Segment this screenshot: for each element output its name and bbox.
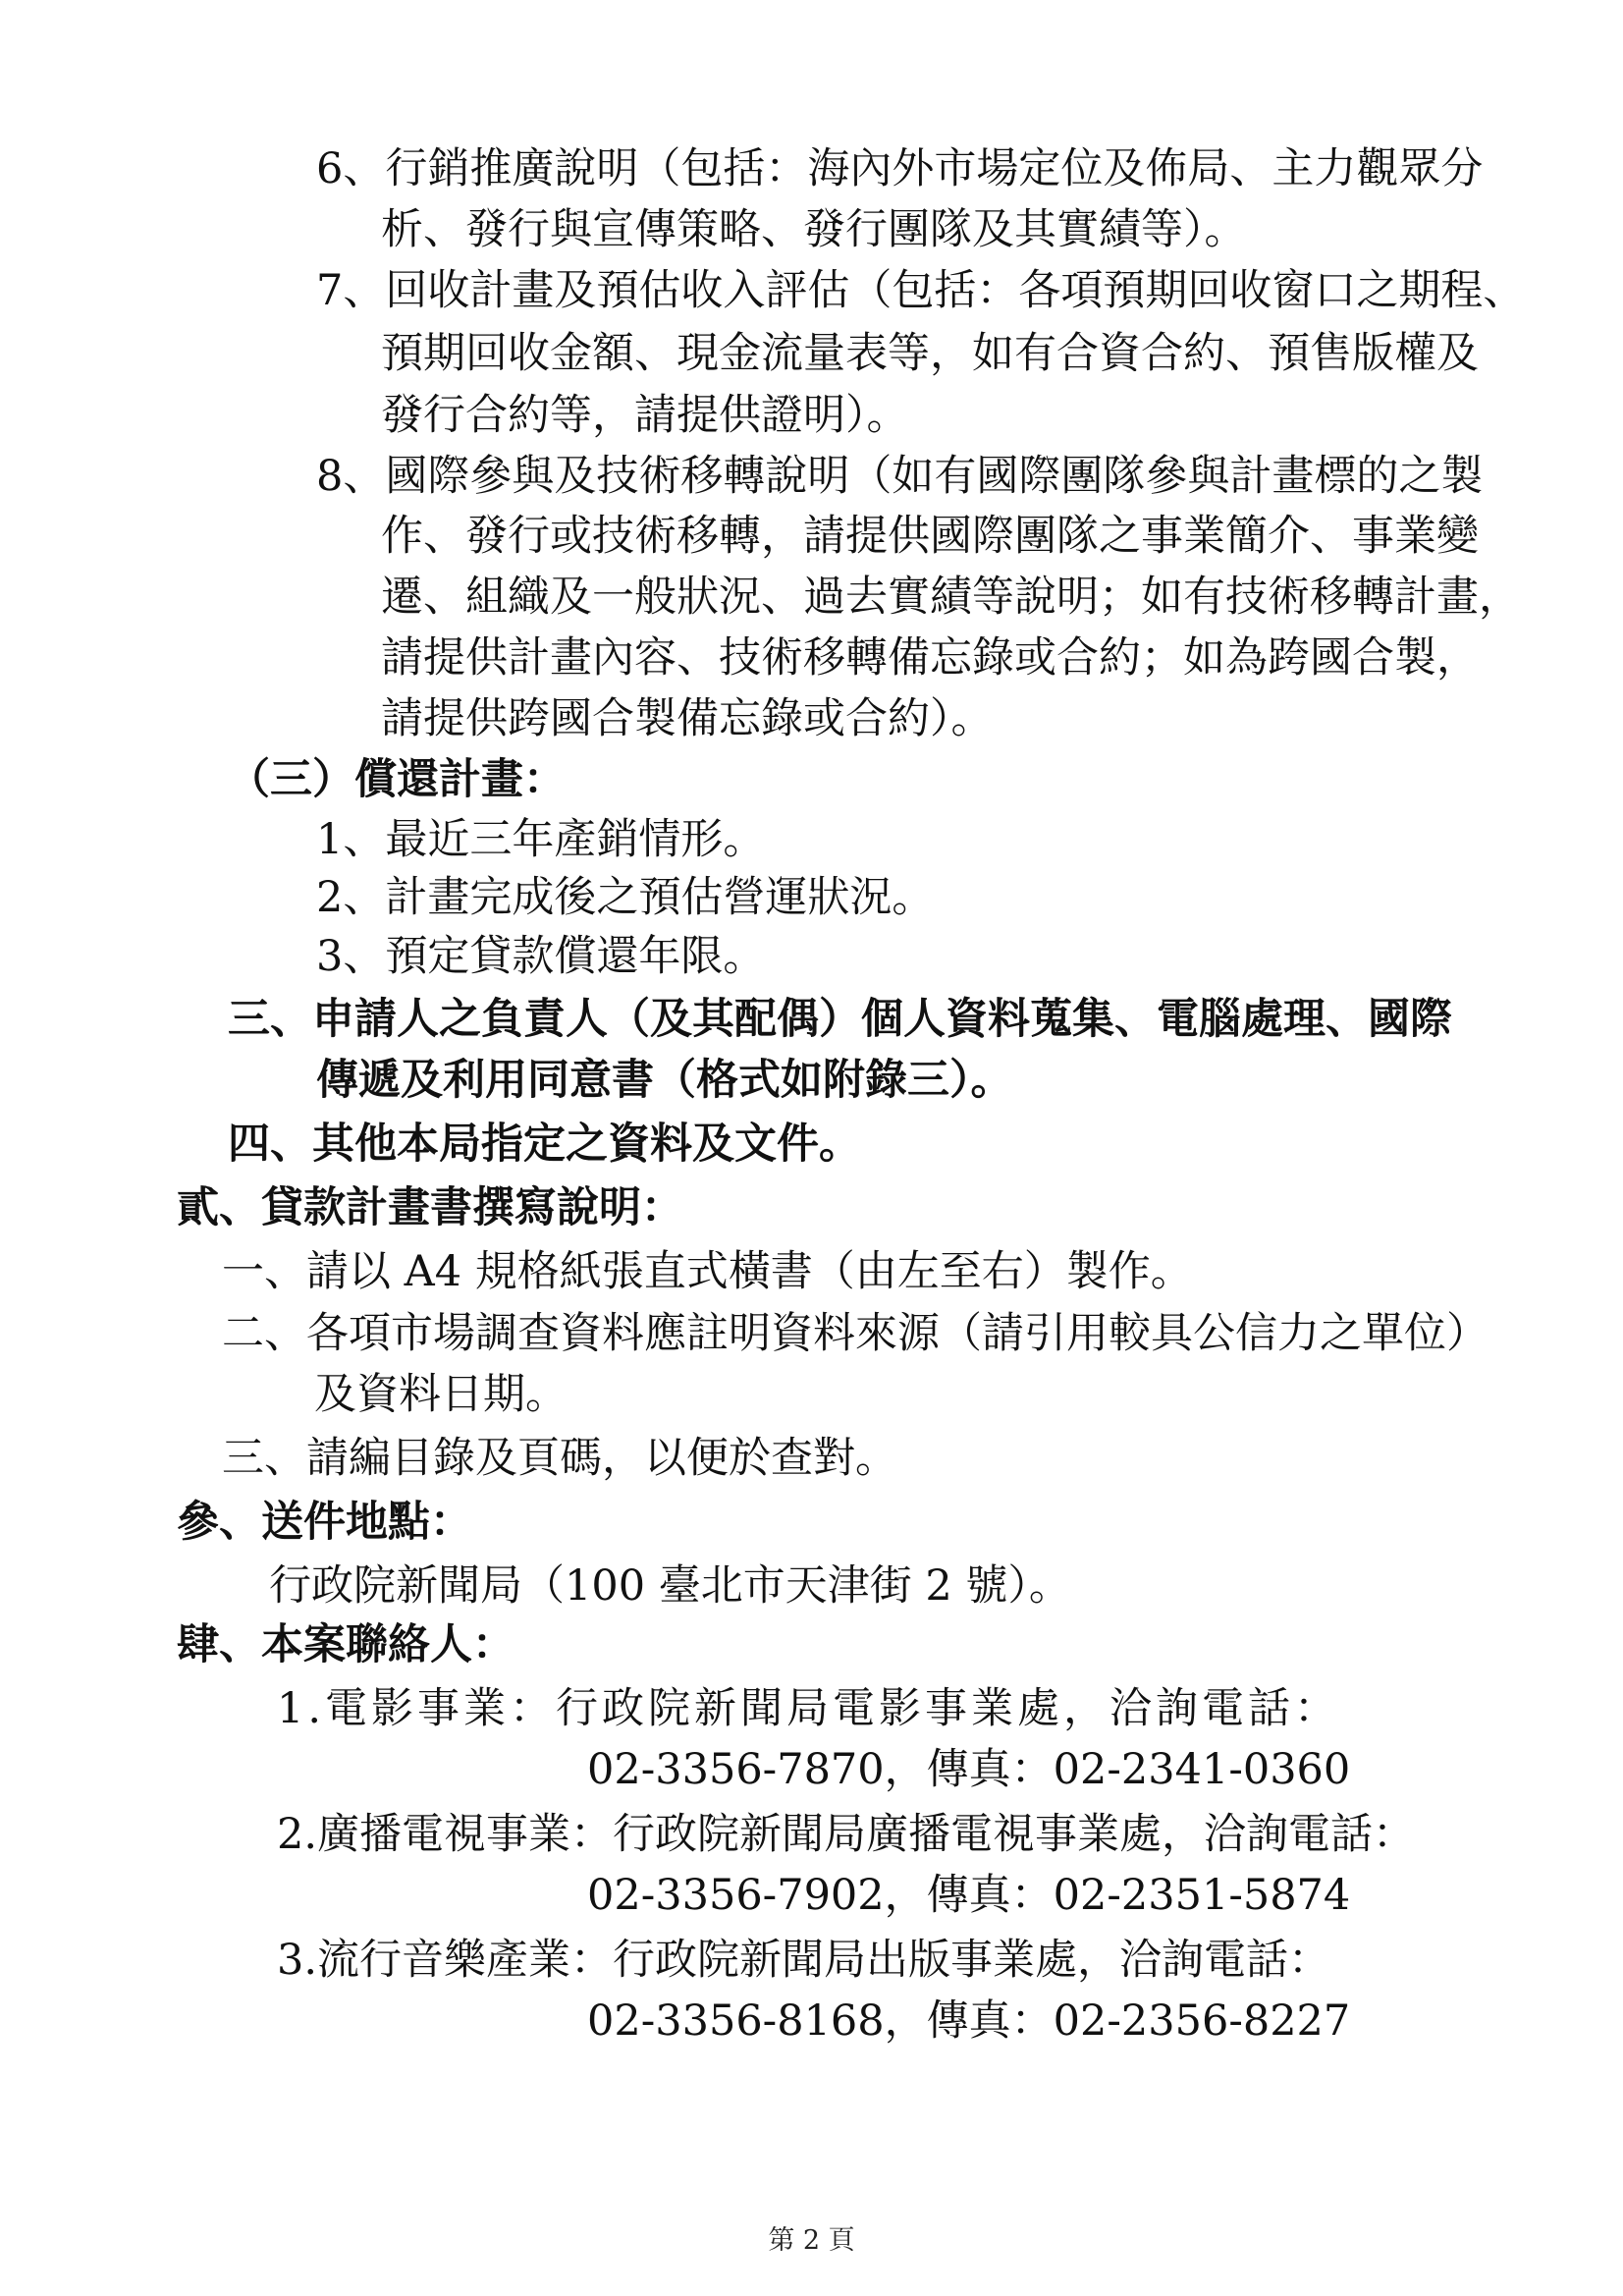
contact-broadcast-line-2: 02-3356-7902，傳真：02-2351-5874 (587, 1871, 1351, 1920)
contact-broadcast-line-1: 2.廣播電視事業：行政院新聞局廣播電視事業處，洽詢電話： (277, 1810, 1416, 1859)
delivery-heading: 參、送件地點： (177, 1498, 472, 1547)
item-6-line-1: 6、行銷推廣說明（包括：海內外市場定位及佈局、主力觀眾分 (316, 144, 1484, 193)
contact-film-line-1: 1.電影事業：行政院新聞局電影事業處，洽詢電話： (277, 1684, 1341, 1733)
repayment-item-1: 1、最近三年產銷情形。 (316, 815, 766, 864)
contact-film-line-2: 02-3356-7870，傳真：02-2341-0360 (587, 1745, 1351, 1794)
page-number: 第 2 頁 (768, 2225, 855, 2256)
consent-line-2: 傳遞及利用同意書（格式如附錄三）。 (316, 1056, 1013, 1105)
repayment-item-2: 2、計畫完成後之預估營運狀況。 (316, 873, 935, 922)
consent-line-1: 三、申請人之負責人（及其配偶）個人資料蒐集、電腦處理、國際 (228, 995, 1452, 1044)
item-8-line-1: 8、國際參與及技術移轉說明（如有國際團隊參與計畫標的之製 (316, 452, 1484, 501)
item-8-line-4: 請提供計畫內容、技術移轉備忘錄或合約；如為跨國合製， (381, 633, 1479, 683)
writing-instructions-heading: 貳、貸款計畫書撰寫說明： (177, 1183, 683, 1232)
item-8-line-2: 作、發行或技術移轉，請提供國際團隊之事業簡介、事業變 (381, 512, 1479, 561)
other-documents-heading: 四、其他本局指定之資料及文件。 (228, 1120, 861, 1169)
writing-item-2-line-1: 二、各項市場調查資料應註明資料來源（請引用較具公信力之單位） (222, 1309, 1488, 1358)
writing-item-1: 一、請以 A4 規格紙張直式橫書（由左至右）製作。 (222, 1247, 1193, 1296)
writing-item-2-line-2: 及資料日期。 (314, 1370, 568, 1419)
delivery-address: 行政院新聞局（100 臺北市天津街 2 號）。 (269, 1561, 1071, 1611)
repayment-item-3: 3、預定貸款償還年限。 (316, 932, 766, 981)
item-7-line-2: 預期回收金額、現金流量表等，如有合資合約、預售版權及 (381, 329, 1479, 378)
item-8-line-5: 請提供跨國合製備忘錄或合約）。 (381, 694, 994, 743)
contacts-heading: 肆、本案聯絡人： (177, 1620, 514, 1669)
writing-item-3: 三、請編目錄及頁碼，以便於查對。 (222, 1434, 897, 1483)
item-7-line-1: 7、回收計畫及預估收入評估（包括：各項預期回收窗口之期程、 (316, 266, 1526, 315)
contact-music-line-1: 3.流行音樂產業：行政院新聞局出版事業處，洽詢電話： (277, 1936, 1331, 1985)
item-7-line-3: 發行合約等，請提供證明）。 (381, 391, 909, 440)
contact-music-line-2: 02-3356-8168，傳真：02-2356-8227 (587, 1996, 1351, 2046)
repayment-heading: （三）償還計畫： (228, 755, 566, 804)
item-6-line-2: 析、發行與宣傳策略、發行團隊及其實績等）。 (381, 205, 1247, 254)
item-8-line-3: 遷、組織及一般狀況、過去實績等說明；如有技術移轉計畫， (381, 573, 1521, 622)
